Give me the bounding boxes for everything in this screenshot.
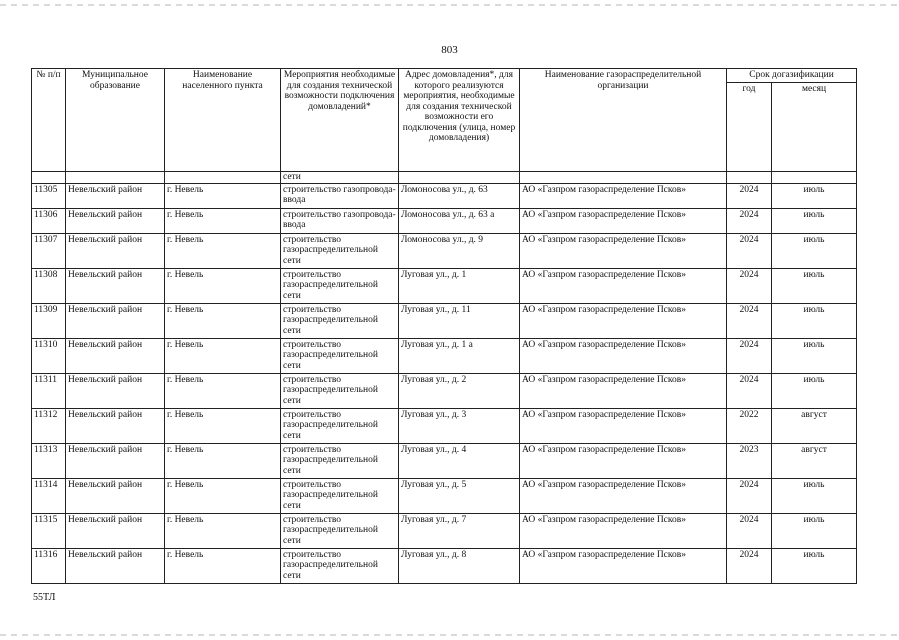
- scan-artifact-top: [0, 4, 899, 6]
- cell-month: июль: [772, 338, 857, 373]
- cell-municipality: Невельский район: [66, 338, 165, 373]
- cell-municipality: Невельский район: [66, 408, 165, 443]
- cell-organization: АО «Газпром газораспределение Псков»: [520, 408, 727, 443]
- table-row: [32, 478, 857, 513]
- cell-activity: строительство газораспределительной сети: [281, 443, 399, 478]
- cell-year: 2024: [727, 303, 772, 338]
- cell-address: Луговая ул., д. 4: [399, 443, 520, 478]
- cell-number: 11310: [32, 338, 66, 373]
- header-municipality: Муниципальное образование: [66, 69, 165, 172]
- cell-organization: АО «Газпром газораспределение Псков»: [520, 233, 727, 268]
- cell-activity: строительство газораспределительной сети: [281, 268, 399, 303]
- header-month: месяц: [772, 83, 857, 172]
- cell-organization: АО «Газпром газораспределение Псков»: [520, 183, 727, 208]
- cell-month: июль: [772, 373, 857, 408]
- page-number: 803: [441, 44, 458, 56]
- cell-organization: АО «Газпром газораспределение Псков»: [520, 268, 727, 303]
- cell-number: 11316: [32, 548, 66, 583]
- cell-month: июль: [772, 233, 857, 268]
- cell-locality: г. Невель: [165, 268, 281, 303]
- cell-number: 11314: [32, 478, 66, 513]
- cell-month: июль: [772, 183, 857, 208]
- cell-activity: строительство газораспределительной сети: [281, 548, 399, 583]
- cell-year: 2024: [727, 233, 772, 268]
- header-deadline: Срок догазификации: [727, 69, 857, 83]
- cell-municipality: Невельский район: [66, 208, 165, 233]
- header-locality: Наименование населенного пункта: [165, 69, 281, 172]
- cell-number: 11309: [32, 303, 66, 338]
- cell-month: август: [772, 408, 857, 443]
- cell-organization: АО «Газпром газораспределение Псков»: [520, 303, 727, 338]
- header-address: Адрес домовладения*, для которого реализуются мероприятия, необходимые для создания технической возможности его подключения (улица, номер домовладения): [399, 69, 520, 172]
- cell-locality: г. Невель: [165, 478, 281, 513]
- scan-artifact-bottom: [0, 634, 899, 636]
- cell-address: Луговая ул., д. 7: [399, 513, 520, 548]
- cell-organization: АО «Газпром газораспределение Псков»: [520, 548, 727, 583]
- cell-activity: строительство газораспределительной сети: [281, 338, 399, 373]
- cell-address: Ломоносова ул., д. 63: [399, 183, 520, 208]
- cell-municipality: Невельский район: [66, 268, 165, 303]
- table-row: [32, 548, 857, 583]
- cell-address: Луговая ул., д. 5: [399, 478, 520, 513]
- cell-municipality: Невельский район: [66, 233, 165, 268]
- cell-locality: г. Невель: [165, 303, 281, 338]
- cell-number: 11306: [32, 208, 66, 233]
- cell-year: 2023: [727, 443, 772, 478]
- gasification-table: [31, 68, 857, 584]
- cell-activity: строительство газопровода-ввода: [281, 208, 399, 233]
- footer-code: 55ТЛ: [33, 592, 56, 603]
- header-no: № п/п: [32, 69, 66, 172]
- cell-year: 2024: [727, 338, 772, 373]
- cell-address: Луговая ул., д. 11: [399, 303, 520, 338]
- cell-municipality: Невельский район: [66, 548, 165, 583]
- cell-address: Луговая ул., д. 1 а: [399, 338, 520, 373]
- cell-month: июль: [772, 303, 857, 338]
- table-header-row: [32, 69, 857, 83]
- cell-municipality: Невельский район: [66, 183, 165, 208]
- cell-activity: строительство газораспределительной сети: [281, 478, 399, 513]
- cell-municipality: Невельский район: [66, 478, 165, 513]
- table-row: [32, 373, 857, 408]
- cell-municipality: Невельский район: [66, 443, 165, 478]
- cell-address: Луговая ул., д. 8: [399, 548, 520, 583]
- cell-address: Ломоносова ул., д. 63 а: [399, 208, 520, 233]
- cell-number: 11305: [32, 183, 66, 208]
- cell-organization: АО «Газпром газораспределение Псков»: [520, 338, 727, 373]
- table-row: [32, 338, 857, 373]
- cell-address: Ломоносова ул., д. 9: [399, 233, 520, 268]
- table-row: [32, 268, 857, 303]
- cell-activity: строительство газораспределительной сети: [281, 303, 399, 338]
- continuation-activity: сети: [281, 172, 399, 184]
- cell-number: 11308: [32, 268, 66, 303]
- cell-address: Луговая ул., д. 3: [399, 408, 520, 443]
- cell-address: Луговая ул., д. 1: [399, 268, 520, 303]
- cell-year: 2024: [727, 183, 772, 208]
- cell-activity: строительство газораспределительной сети: [281, 513, 399, 548]
- continuation-row: [32, 172, 857, 184]
- cell-year: 2024: [727, 548, 772, 583]
- table-body: [32, 172, 857, 584]
- cell-number: 11307: [32, 233, 66, 268]
- table-row: [32, 183, 857, 208]
- table-row: [32, 208, 857, 233]
- cell-locality: г. Невель: [165, 513, 281, 548]
- table-row: [32, 408, 857, 443]
- cell-month: август: [772, 443, 857, 478]
- cell-month: июль: [772, 268, 857, 303]
- cell-locality: г. Невель: [165, 183, 281, 208]
- cell-municipality: Невельский район: [66, 373, 165, 408]
- cell-year: 2024: [727, 208, 772, 233]
- table-row: [32, 233, 857, 268]
- cell-activity: строительство газопровода-ввода: [281, 183, 399, 208]
- cell-organization: АО «Газпром газораспределение Псков»: [520, 208, 727, 233]
- cell-locality: г. Невель: [165, 338, 281, 373]
- cell-number: 11311: [32, 373, 66, 408]
- cell-year: 2024: [727, 373, 772, 408]
- table-row: [32, 513, 857, 548]
- cell-activity: строительство газораспределительной сети: [281, 408, 399, 443]
- table-row: [32, 443, 857, 478]
- cell-organization: АО «Газпром газораспределение Псков»: [520, 478, 727, 513]
- cell-organization: АО «Газпром газораспределение Псков»: [520, 513, 727, 548]
- cell-month: июль: [772, 548, 857, 583]
- cell-number: 11312: [32, 408, 66, 443]
- cell-activity: строительство газораспределительной сети: [281, 373, 399, 408]
- cell-year: 2024: [727, 513, 772, 548]
- cell-locality: г. Невель: [165, 233, 281, 268]
- cell-activity: строительство газораспределительной сети: [281, 233, 399, 268]
- cell-organization: АО «Газпром газораспределение Псков»: [520, 373, 727, 408]
- cell-number: 11313: [32, 443, 66, 478]
- header-organization: Наименование газораспределительной организации: [520, 69, 727, 172]
- cell-month: июль: [772, 208, 857, 233]
- cell-locality: г. Невель: [165, 208, 281, 233]
- cell-month: июль: [772, 478, 857, 513]
- cell-month: июль: [772, 513, 857, 548]
- cell-year: 2024: [727, 268, 772, 303]
- cell-locality: г. Невель: [165, 548, 281, 583]
- cell-municipality: Невельский район: [66, 513, 165, 548]
- header-activities: Мероприятия необходимые для создания технической возможности подключения домовладений*: [281, 69, 399, 172]
- cell-address: Луговая ул., д. 2: [399, 373, 520, 408]
- table-row: [32, 303, 857, 338]
- cell-year: 2022: [727, 408, 772, 443]
- cell-locality: г. Невель: [165, 373, 281, 408]
- cell-locality: г. Невель: [165, 443, 281, 478]
- cell-year: 2024: [727, 478, 772, 513]
- cell-municipality: Невельский район: [66, 303, 165, 338]
- header-year: год: [727, 83, 772, 172]
- cell-number: 11315: [32, 513, 66, 548]
- cell-organization: АО «Газпром газораспределение Псков»: [520, 443, 727, 478]
- cell-locality: г. Невель: [165, 408, 281, 443]
